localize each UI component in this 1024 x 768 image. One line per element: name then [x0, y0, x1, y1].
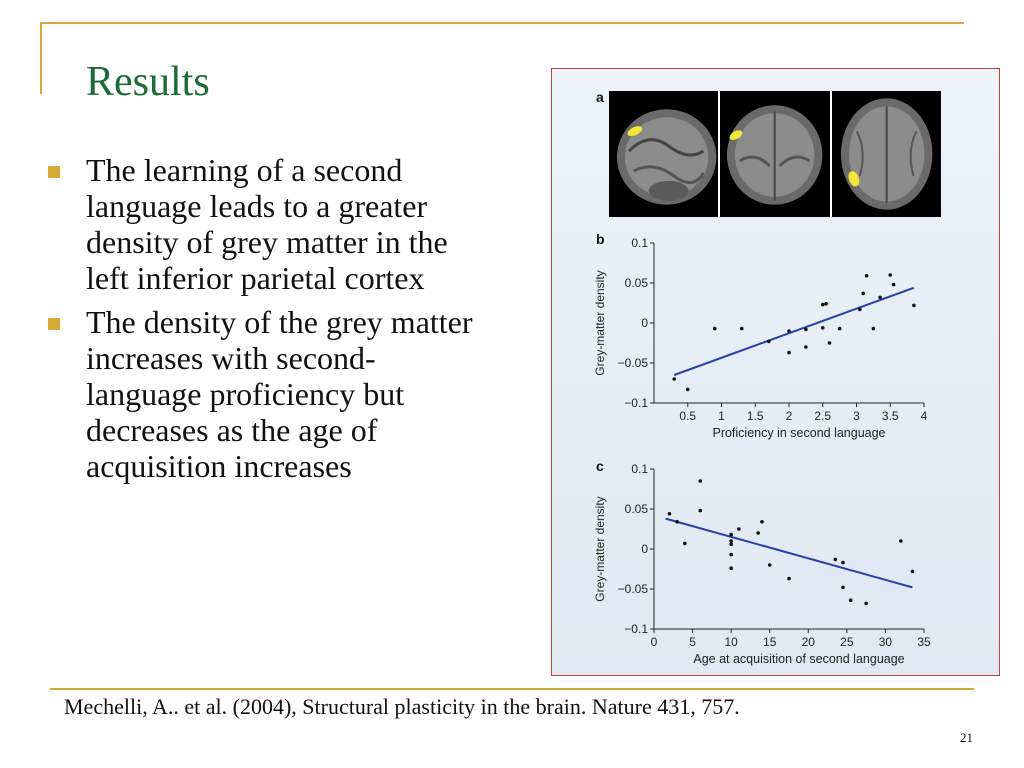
y-tick-label: 0.05	[624, 276, 648, 290]
x-tick-label: 15	[763, 635, 777, 649]
x-axis-label: Proficiency in second language	[712, 426, 886, 440]
bullet-list	[44, 152, 484, 492]
y-tick-label: 0.1	[631, 236, 648, 250]
data-point	[672, 377, 676, 381]
panel-label-c: c	[596, 458, 604, 474]
data-point	[668, 512, 672, 516]
left-frame-line	[40, 22, 42, 94]
bullet-item	[44, 152, 484, 296]
data-point	[872, 327, 876, 331]
data-point	[686, 388, 690, 392]
data-point	[821, 326, 825, 330]
data-point	[729, 542, 733, 546]
y-tick-label: 0.1	[631, 462, 648, 476]
footer-rule	[50, 688, 974, 690]
y-tick-label: 0	[641, 542, 648, 556]
scatter-chart-proficiency	[552, 229, 999, 447]
brain-scan-row	[609, 91, 941, 217]
y-tick-label: −0.1	[624, 396, 648, 410]
brain-scan-sagittal	[609, 91, 720, 217]
data-point	[767, 340, 771, 344]
x-tick-label: 5	[689, 635, 696, 649]
data-point	[804, 328, 808, 332]
bullet-item	[44, 304, 484, 484]
data-point	[787, 351, 791, 355]
data-point	[683, 542, 687, 546]
y-axis-label: Grey-matter density	[593, 496, 607, 602]
data-point	[858, 308, 862, 312]
x-tick-label: 30	[878, 635, 893, 649]
x-tick-label: 0.5	[679, 409, 697, 423]
data-point	[865, 274, 869, 278]
data-point	[729, 533, 733, 537]
x-tick-label: 2	[785, 409, 793, 423]
data-point	[861, 292, 865, 296]
data-point	[892, 283, 896, 287]
data-point	[888, 273, 892, 277]
data-point	[824, 302, 828, 306]
square-bullet-icon	[48, 318, 60, 330]
bullet-text: The learning of a second language leads to a greater density of grey matter in the left inferior parietal cortex	[86, 152, 448, 296]
x-tick-label: 35	[917, 635, 931, 649]
bullet-text: The density of the grey matter increases with second-language proficiency but decreases as the age of acquisition increases	[86, 304, 473, 484]
data-point	[841, 561, 845, 565]
data-point	[838, 327, 842, 331]
data-point	[787, 577, 791, 581]
y-tick-label: −0.05	[617, 582, 648, 596]
panel-label-b: b	[596, 231, 605, 247]
data-point	[841, 586, 845, 590]
data-point	[698, 509, 702, 513]
top-frame-line	[40, 22, 964, 24]
data-point	[729, 539, 733, 543]
data-point	[768, 563, 772, 567]
data-point	[912, 304, 916, 308]
data-point	[713, 327, 717, 331]
y-tick-label: 0	[641, 316, 648, 330]
data-point	[821, 303, 825, 307]
data-point	[737, 527, 741, 531]
data-point	[864, 602, 868, 606]
y-tick-label: 0.05	[624, 502, 648, 516]
data-point	[833, 558, 837, 562]
data-point	[899, 539, 903, 543]
x-tick-label: 0	[650, 635, 658, 649]
scatter-chart-age	[552, 455, 999, 673]
citation-text: Mechelli, A.. et al. (2004), Structural plasticity in the brain. Nature 431, 757.	[64, 694, 740, 719]
data-point	[804, 345, 808, 349]
x-tick-label: 4	[920, 409, 928, 423]
y-tick-label: −0.05	[617, 356, 648, 370]
data-point	[698, 479, 702, 483]
data-point	[760, 520, 764, 524]
x-tick-label: 1.5	[746, 409, 764, 423]
x-tick-label: 2.5	[814, 409, 832, 423]
x-tick-label: 1	[718, 409, 725, 423]
figure-panel	[551, 68, 1000, 676]
data-point	[849, 598, 853, 602]
panel-label-a: a	[596, 89, 604, 105]
brain-scan-axial	[832, 91, 941, 217]
data-point	[729, 566, 733, 570]
trend-line	[674, 288, 914, 375]
data-point	[828, 341, 832, 345]
x-tick-label: 3.5	[881, 409, 899, 423]
brain-scan-coronal	[720, 91, 831, 217]
y-axis-label: Grey-matter density	[593, 270, 607, 376]
x-tick-label: 25	[840, 635, 854, 649]
data-point	[787, 329, 791, 333]
data-point	[740, 327, 744, 331]
square-bullet-icon	[48, 166, 60, 178]
x-tick-label: 3	[853, 409, 860, 423]
data-point	[675, 520, 679, 524]
slide-title: Results	[86, 59, 210, 105]
x-tick-label: 20	[801, 635, 815, 649]
page-number: 21	[960, 730, 973, 745]
y-tick-label: −0.1	[624, 622, 648, 636]
data-point	[878, 296, 882, 300]
data-point	[911, 570, 915, 574]
x-axis-label: Age at acquisition of second language	[693, 652, 905, 666]
data-point	[756, 531, 760, 535]
data-point	[729, 553, 733, 557]
x-tick-label: 10	[724, 635, 738, 649]
